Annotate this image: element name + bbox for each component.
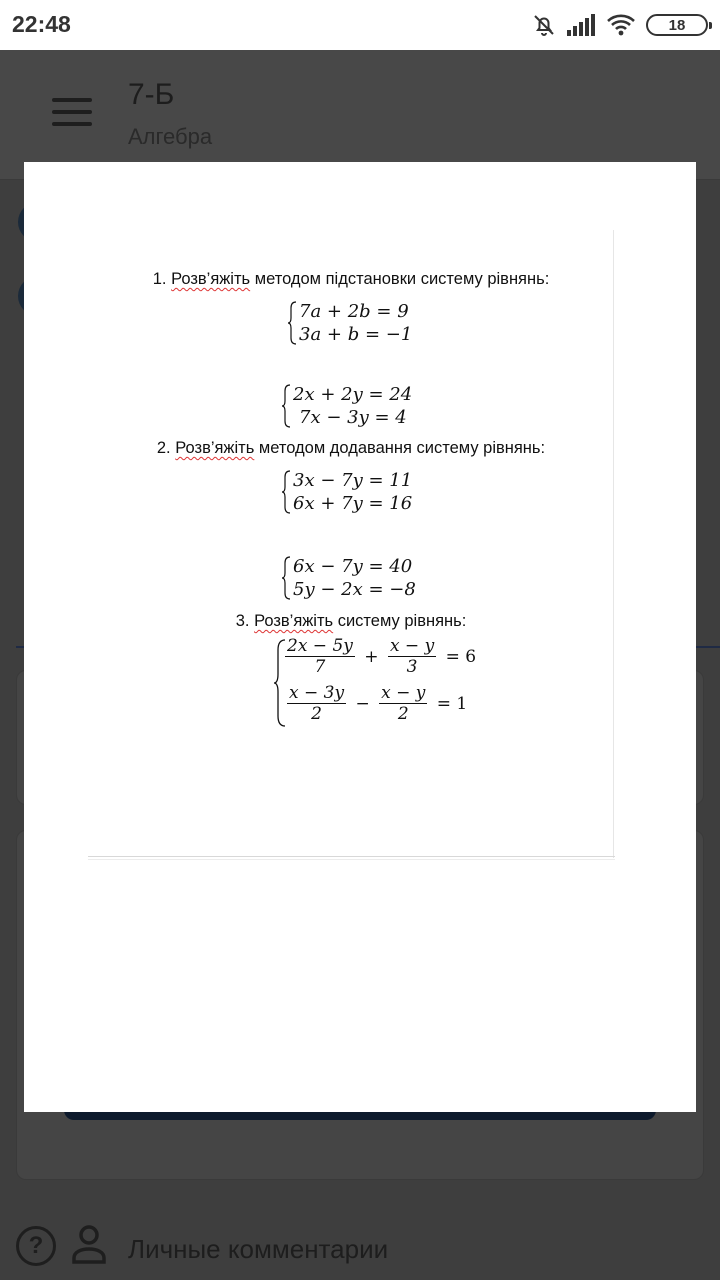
page-subtitle: Алгебра bbox=[128, 124, 213, 149]
fraction-equation-1: $\frac{2x - 5y}{7}$ + $\frac{x - y}{3}$ = 6 bbox=[287, 636, 477, 677]
image-viewer[interactable] bbox=[24, 162, 696, 1112]
status-time: 22:48 bbox=[12, 11, 71, 37]
status-icons bbox=[532, 12, 708, 38]
signal-icon bbox=[566, 14, 596, 36]
help-icon[interactable]: ? bbox=[16, 1226, 56, 1266]
fraction-equation-2: $\frac{x - 3y}{2}$ − $\frac{x - y}{2}$ = 1 bbox=[289, 683, 468, 724]
personal-comments-label: Личные комментарии bbox=[128, 1234, 389, 1264]
equation-system-2b: 6x − 7y = 40 5y − 2x = −8 bbox=[293, 555, 416, 601]
equation-system-2a: 3x − 7y = 11 6x + 7y = 16 bbox=[293, 469, 412, 515]
menu-icon[interactable] bbox=[52, 98, 92, 128]
task-1-heading: 1. Розв’яжіть методом підстановки систему рівнянь: bbox=[152, 270, 550, 288]
page-title: 7-Б bbox=[128, 78, 175, 111]
app-bar bbox=[0, 50, 720, 180]
document-page-edge bbox=[88, 856, 615, 860]
status-bar bbox=[0, 0, 720, 50]
task-3-heading: 3. Розв’яжіть систему рівнянь: bbox=[235, 612, 467, 630]
battery-icon: 18 bbox=[646, 14, 708, 36]
equation-system-1b: 2x + 2y = 24 7x − 3y = 4 bbox=[293, 383, 412, 429]
wifi-icon bbox=[606, 13, 636, 37]
personal-comments-row[interactable] bbox=[0, 1210, 720, 1280]
equation-system-1a: 7a + 2b = 9 3a + b = −1 bbox=[299, 300, 412, 346]
document-page bbox=[88, 230, 614, 858]
bell-off-icon bbox=[532, 13, 556, 37]
person-icon bbox=[72, 1224, 106, 1264]
task-2-heading: 2. Розв’яжіть методом додавання систему рівнянь: bbox=[156, 439, 546, 457]
